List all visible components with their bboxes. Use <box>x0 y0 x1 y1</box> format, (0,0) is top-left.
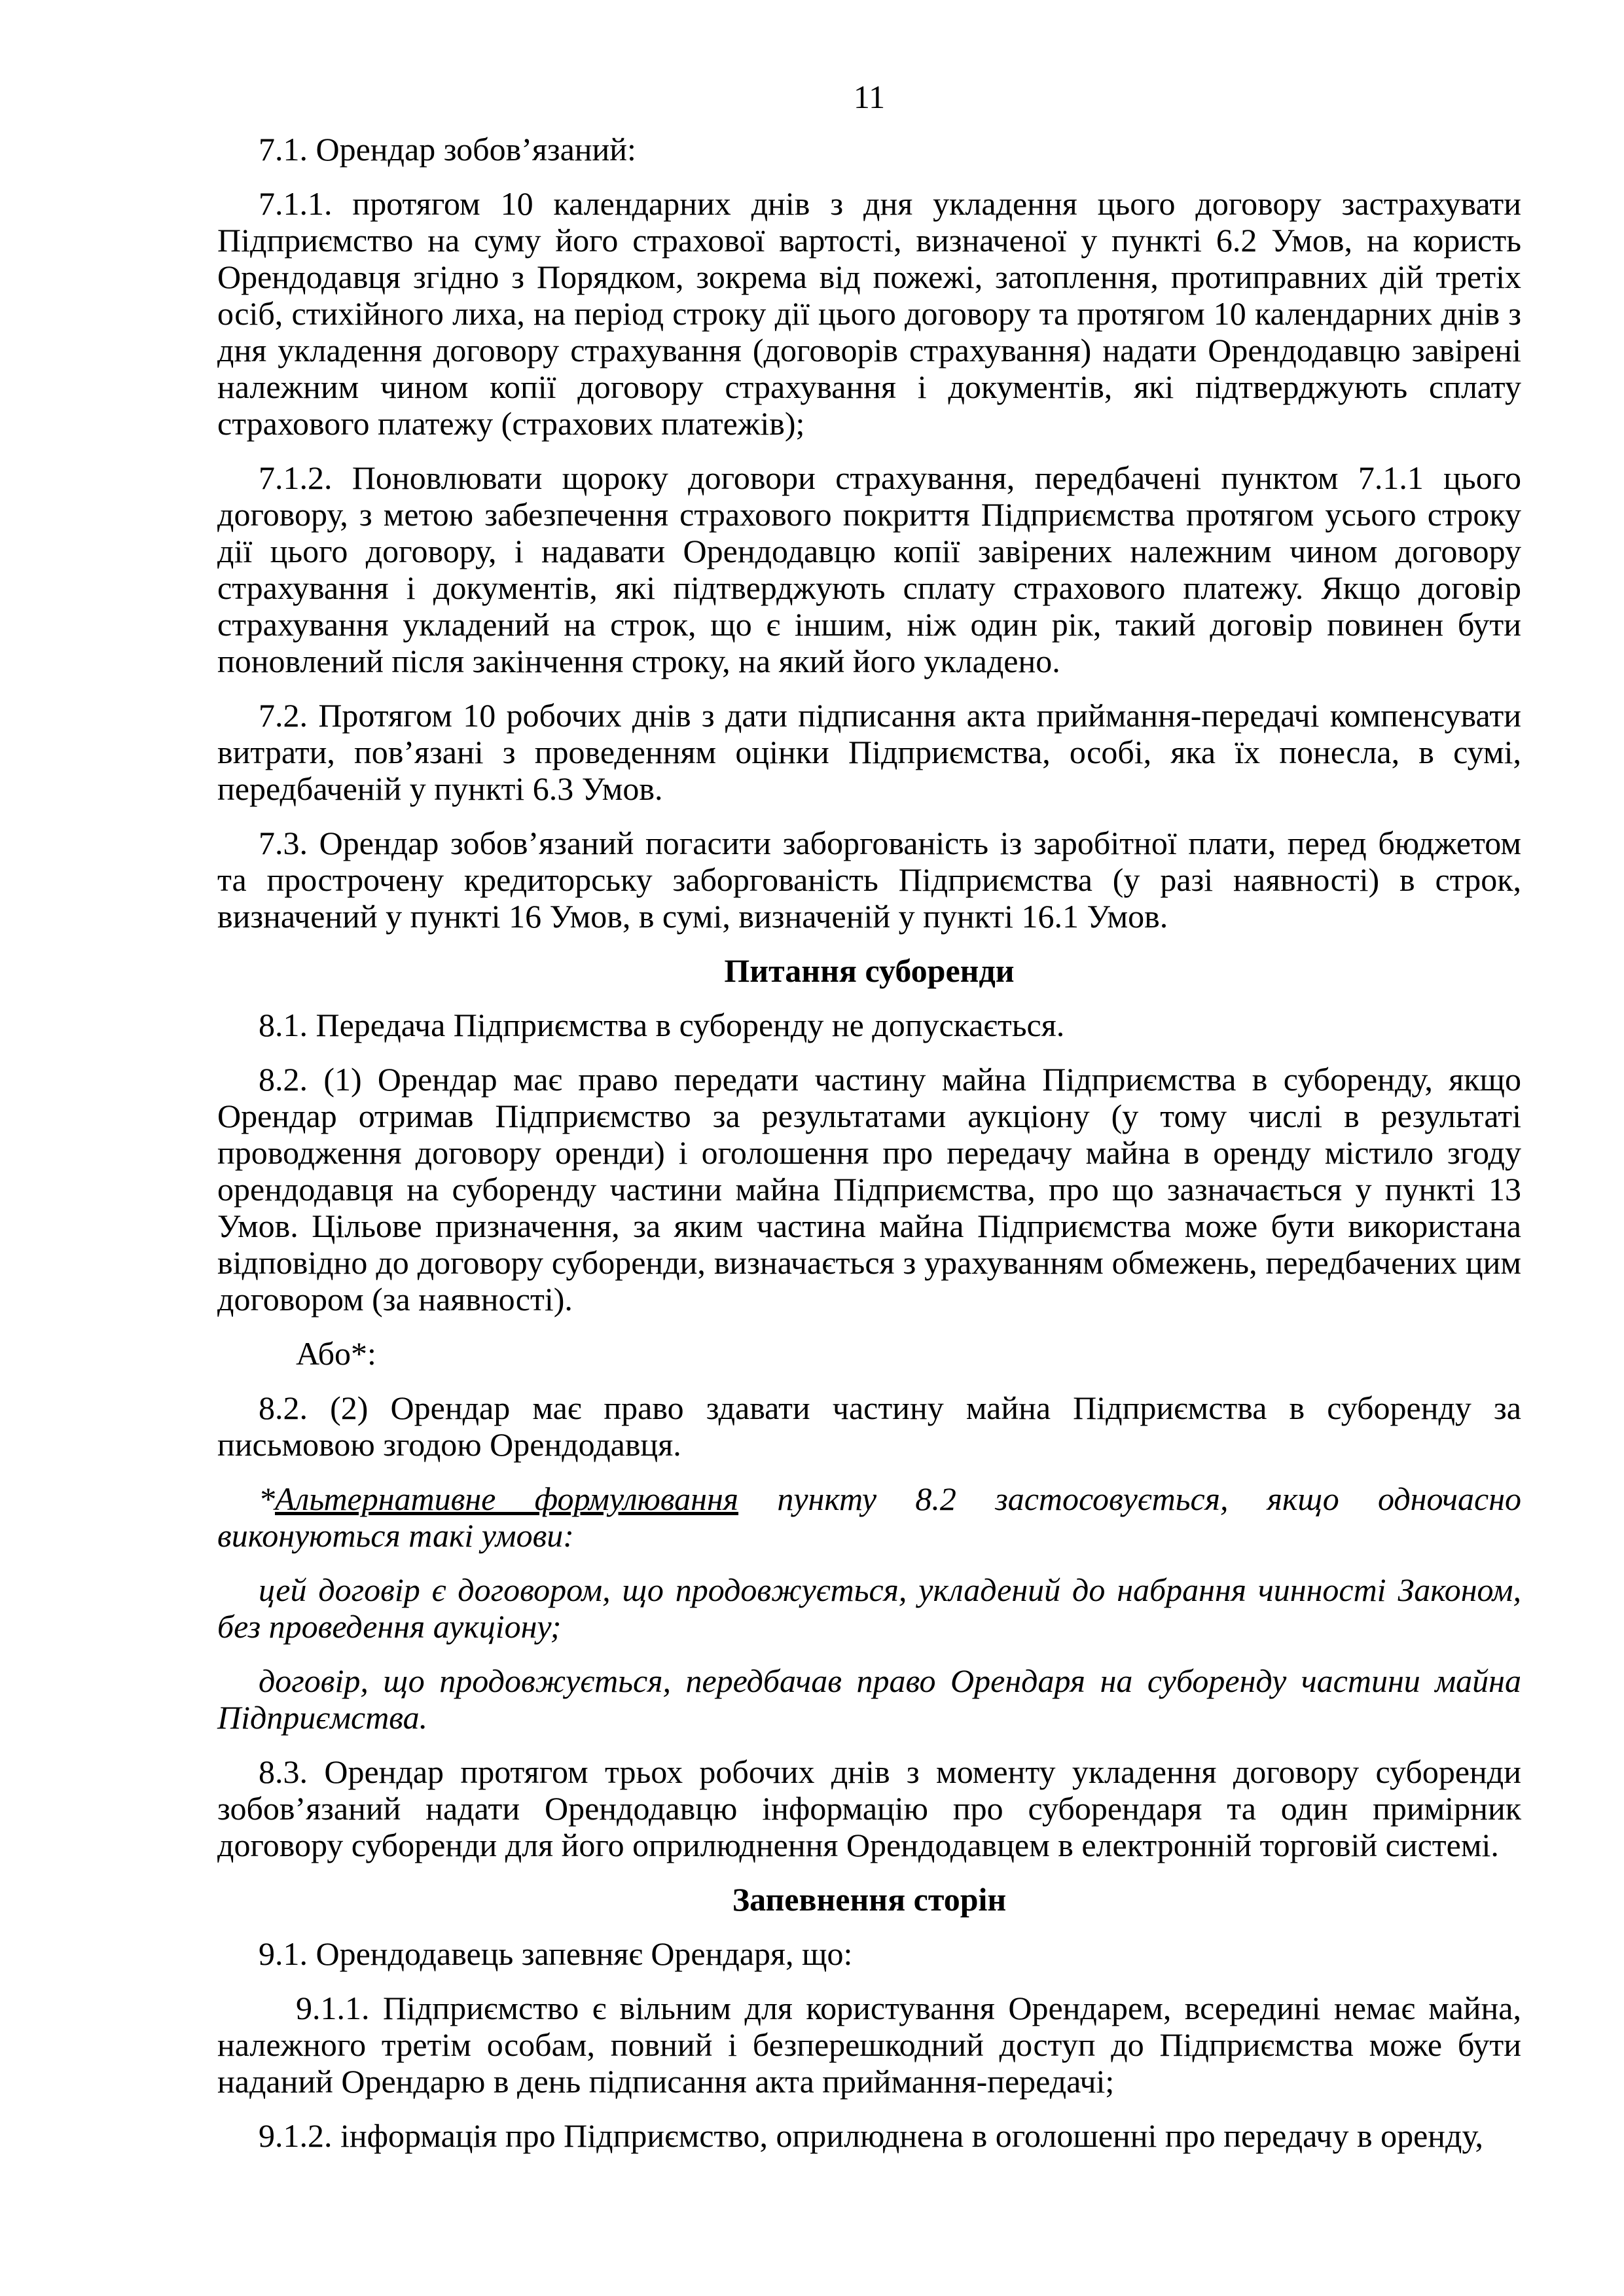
footnote-rest: пункту 8.2 застосовується, якщо одночасно виконуються такі умови: <box>217 1480 1522 1554</box>
clause-8-2-1: 8.2. (1) Орендар має право передати частину майна Підприємства в суборенду, якщо Орендар отримав Підприємство за результатами аукціону (у тому числі в результаті проводження договору оренди) і оголошення про передачу майна в оренду містило згоду орендодавця на суборенду частини майна Підприємства, про що зазначається у пункті 13 Умов. Цільове призначення, за яким частина майна Підприємства може бути використана відповідно до договору суборенди, визначається з урахуванням обмежень, передбачених цим договором (за наявності). <box>217 1061 1521 1318</box>
clause-9-1-1: 9.1.1. Підприємство є вільним для користування Орендарем, всередині немає майна, належного третім особам, повний і безперешкодний доступ до Підприємства може бути наданий Орендарю в день підписання акта приймання-передачі; <box>217 1990 1521 2100</box>
footnote-underlined: Альтернативне формулювання <box>275 1480 739 1517</box>
clause-9-1-2: 9.1.2. інформація про Підприємство, оприлюднена в оголошенні про передачу в оренду, <box>259 2117 1483 2154</box>
footnote-star: * <box>259 1480 275 1517</box>
document-page <box>217 79 1521 2172</box>
clause-9-1: 9.1. Орендодавець запевняє Орендаря, що: <box>259 1935 853 1972</box>
footnote-alternative <box>217 1480 1521 1554</box>
condition-2: договір, що продовжується, передбачав право Орендаря на суборенду частини майна Підприємства. <box>217 1662 1521 1736</box>
clause-7-1-2: 7.1.2. Поновлювати щороку договори страхування, передбачені пунктом 7.1.1 цього договору, з метою забезпечення страхового покриття Підприємства протягом усього строку дії цього договору, і надавати Орендодавцю копії завірених належним чином договору страхування і документів, які підтверджують сплату страхового платежу. Якщо договір страхування укладений на строк, що є іншим, ніж один рік, такий договір повинен бути поновлений після закінчення строку, на який його укладено. <box>217 459 1521 679</box>
clause-7-2: 7.2. Протягом 10 робочих днів з дати підписання акта приймання-передачі компенсувати витрати, пов’язані з проведенням оцінки Підприємства, особі, яка їх понесла, в сумі, передбаченій у пункті 6.3 Умов. <box>217 697 1521 807</box>
section-heading-assurances: Запевнення сторін <box>732 1881 1007 1918</box>
section-heading-sublease: Питання суборенди <box>724 952 1015 989</box>
clause-7-3: 7.3. Орендар зобов’язаний погасити заборгованість із заробітної плати, перед бюджетом та прострочену кредиторську заборгованість Підприємства (у разі наявності) в строк, визначений у пункті 16 Умов, в сумі, визначеній у пункті 16.1 Умов. <box>217 825 1521 935</box>
clause-8-1: 8.1. Передача Підприємства в суборенду не допускається. <box>259 1007 1065 1043</box>
clause-8-2-2: 8.2. (2) Орендар має право здавати частину майна Підприємства в суборенду за письмовою згодою Орендодавця. <box>217 1390 1521 1463</box>
clause-7-1: 7.1. Орендар зобов’язаний: <box>259 131 636 168</box>
clause-8-3: 8.3. Орендар протягом трьох робочих днів з моменту укладення договору суборенди зобов’язаний надати Орендодавцю інформацію про суборендаря та один примірник договору суборенди для його оприлюднення Орендодавцем в електронній торговій системі. <box>217 1753 1521 1863</box>
or-label: Або*: <box>296 1335 376 1372</box>
clause-7-1-1: 7.1.1. протягом 10 календарних днів з дня укладення цього договору застрахувати Підприємство на суму його страхової вартості, визначеної у пункті 6.2 Умов, на користь Орендодавця згідно з Порядком, зокрема від пожежі, затоплення, протиправних дій третіх осіб, стихійного лиха, на період строку дії цього договору та протягом 10 календарних днів з дня укладення договору страхування (договорів страхування) надати Орендодавцю завірені належним чином копії договору страхування і документів, які підтверджують сплату страхового платежу (страхових платежів); <box>217 185 1521 442</box>
condition-1: цей договір є договором, що продовжується, укладений до набрання чинності Законом, без проведення аукціону; <box>217 1571 1521 1645</box>
page-number: 11 <box>853 79 886 115</box>
